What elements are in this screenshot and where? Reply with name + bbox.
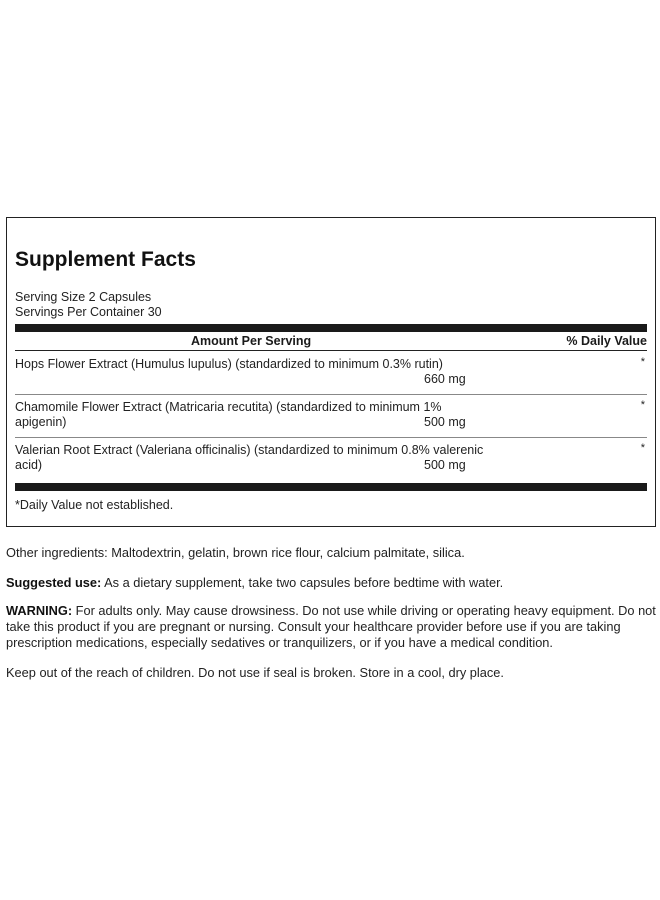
thick-divider <box>15 483 647 491</box>
supplement-facts-panel <box>6 217 656 527</box>
panel-title: Supplement Facts <box>15 248 196 271</box>
ingredient-name: Hops Flower Extract (Humulus lupulus) (standardized to minimum 0.3% rutin) <box>15 357 443 371</box>
ingredient-name: Chamomile Flower Extract (Matricaria recutita) (standardized to minimum 1% apigenin) <box>15 400 442 429</box>
ingredient-name: Valerian Root Extract (Valeriana officinalis) (standardized to minimum 0.8% valerenic acid) <box>15 443 484 472</box>
table-row <box>15 395 647 438</box>
ingredient-amount: 660 mg <box>424 372 466 386</box>
serving-size: Serving Size 2 Capsules <box>15 290 152 304</box>
warning-text: For adults only. May cause drowsiness. Do not use while driving or operating heavy equipment. Do not take this product if you are pregnant or nursing. Consult your healthcare provider before use if you are taking prescription medications, especially sedatives or tranquilizers, or if you have a medical condition. <box>6 603 656 650</box>
header-daily-value: % Daily Value <box>566 334 647 348</box>
table-header <box>15 332 647 351</box>
ingredient-amount: 500 mg <box>424 458 466 472</box>
daily-value-mark: * <box>640 442 645 454</box>
warning <box>6 603 656 651</box>
warning-label: WARNING: <box>6 603 73 618</box>
servings-per-container: Servings Per Container 30 <box>15 305 162 319</box>
daily-value-footnote: *Daily Value not established. <box>15 498 174 512</box>
daily-value-mark: * <box>640 356 645 368</box>
daily-value-mark: * <box>640 399 645 411</box>
other-ingredients: Other ingredients: Maltodextrin, gelatin, brown rice flour, calcium palmitate, silica. <box>6 545 465 560</box>
storage-note: Keep out of the reach of children. Do not use if seal is broken. Store in a cool, dry place. <box>6 665 504 680</box>
ingredient-amount: 500 mg <box>424 415 466 429</box>
header-amount: Amount Per Serving <box>191 334 312 348</box>
table-row <box>15 352 647 395</box>
table-row <box>15 438 647 480</box>
suggested-use <box>6 575 656 591</box>
suggested-use-text: As a dietary supplement, take two capsules before bedtime with water. <box>101 575 504 590</box>
serving-info <box>15 290 162 320</box>
suggested-use-label: Suggested use: <box>6 575 102 590</box>
thick-divider <box>15 324 647 332</box>
